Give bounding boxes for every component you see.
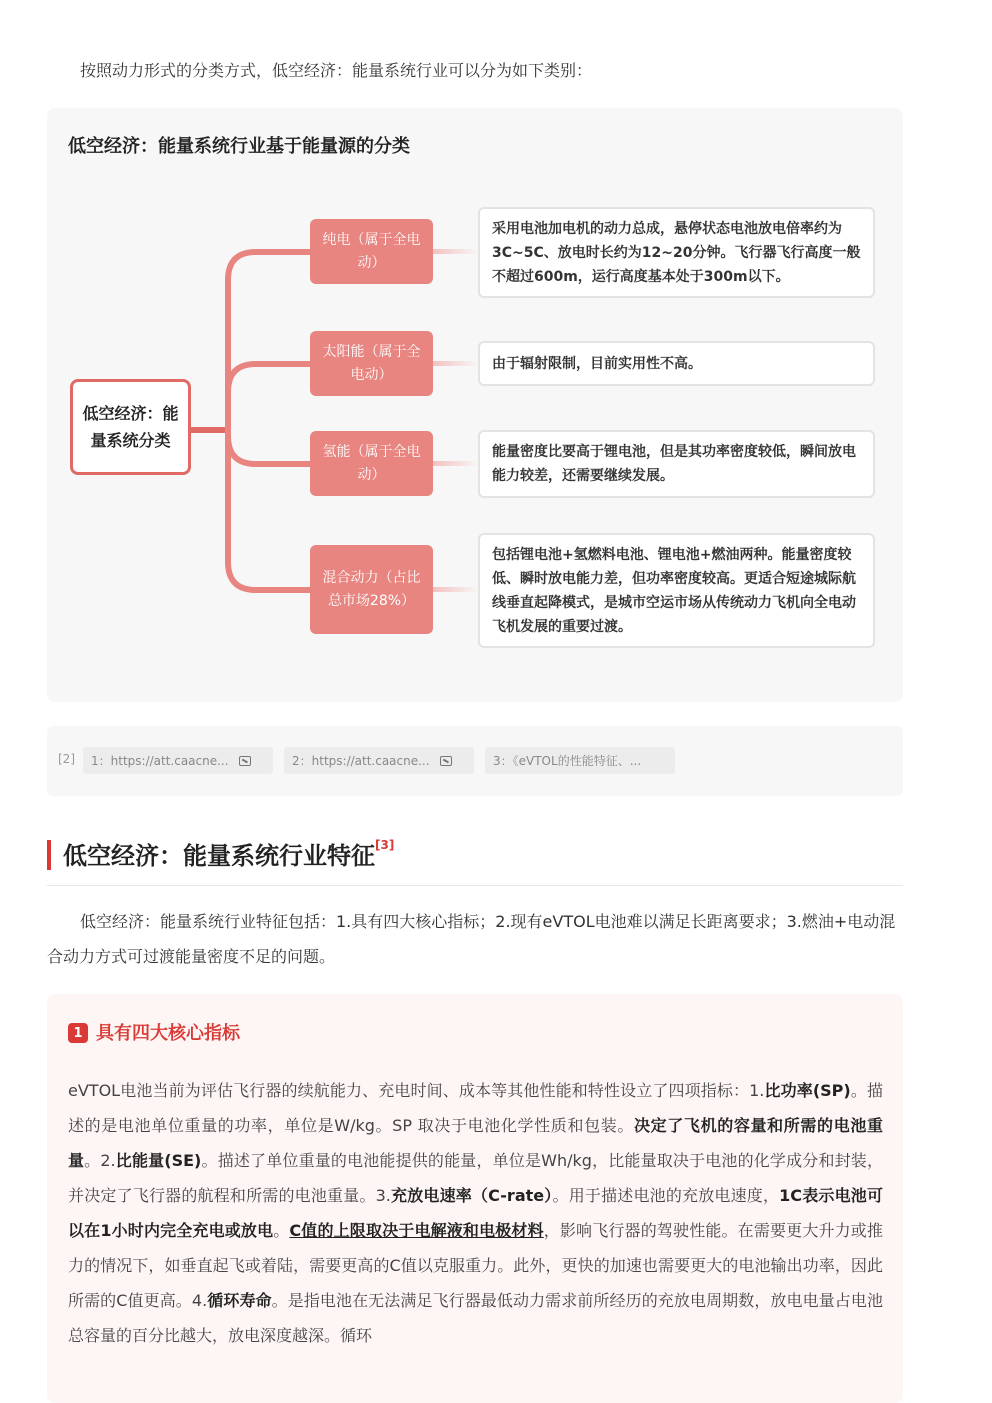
- section-ref-mark[interactable]: [3]: [375, 838, 395, 852]
- summary-paragraph: 低空经济：能量系统行业特征包括：1.具有四大核心指标；2.现有eVTOL电池难以满足长距离要求；3.燃油+电动混合动力方式可过渡能量密度不足的问题。: [47, 912, 896, 966]
- link-leaf-3: [433, 461, 479, 466]
- link-icon: [239, 756, 251, 766]
- link-leaf-2: [433, 361, 479, 366]
- intro-text: 按照动力形式的分类方式，低空经济：能量系统行业可以分为如下类别：: [80, 61, 593, 80]
- reference-chip-2[interactable]: [284, 747, 474, 774]
- leaf-desc-solar: 由于辐射限制，目前实用性不高。: [478, 341, 875, 386]
- mindmap-title: 低空经济：能量系统行业基于能量源的分类: [68, 136, 410, 157]
- section-divider: [47, 885, 903, 886]
- feature-body: eVTOL电池当前为评估飞行器的续航能力、充电时间、成本等其他性能和特性设立了四项指标：1.比功率(SP)。描述的是电池单位重量的功率，单位是W/kg。SP 取决于电池化学性质和包装。决定了飞机的容量和所需的电池重量。2.比能量(SE)。描述了单位重量的电池能提供的能量，单位是Wh/kg，比能量取决于电池的化学成分和封装，并决定了飞行器的航程和所需的电池重量。3.充放电速率（C-rate）。用于描述电池的充放电速度，1C表示电池可以在1小时内完全充电或放电。C值的上限取决于电解液和电极材料，影响飞行器的驾驶性能。在需要更大升力或推力的情况下，如垂直起飞或着陆，需要更高的C值以克服重力。此外，更快的加速也需要更大的电池输出功率，因此所需的C值更高。4.循环寿命。是指电池在无法满足飞行器最低动力需求前所经历的充放电周期数，放电电量占电池总容量的百分比越大，放电深度越深。循环: [68, 1081, 883, 1345]
- connector-branch-3: [228, 430, 310, 464]
- leaf-desc-pure-electric: 采用电池加电机的动力总成，悬停状态电池放电倍率约为3C~5C、放电时长约为12~20分钟。飞行器飞行高度一般不超过600m，运行高度基本处于300m以下。: [478, 207, 875, 298]
- reference-chip-3[interactable]: [485, 747, 675, 774]
- reference-chip-text: 1：https://att.caacne...: [91, 754, 229, 768]
- section-title-text: 低空经济：能量系统行业特征: [63, 842, 375, 870]
- connector-branch-1: [228, 252, 310, 430]
- branch-node-pure-electric: 纯电（属于全电动）: [310, 219, 433, 284]
- section-accent-bar: [47, 840, 51, 870]
- feature-number-badge: 1: [68, 1023, 88, 1043]
- link-icon: [440, 756, 452, 766]
- mindmap-root-node: 低空经济：能量系统分类: [70, 379, 191, 475]
- reference-chip-text: 3：《eVTOL的性能特征、...: [493, 754, 642, 768]
- reference-chip-1[interactable]: [83, 747, 273, 774]
- connector-branch-2: [228, 364, 310, 430]
- feature-title: 具有四大核心指标: [96, 1023, 240, 1044]
- section-title: [63, 836, 394, 871]
- leaf-desc-hydrogen: 能量密度比要高于锂电池，但是其功率密度较低，瞬间放电能力较差，还需要继续发展。: [478, 430, 875, 498]
- link-leaf-1: [433, 249, 479, 254]
- reference-index: [2]: [58, 752, 75, 766]
- branch-node-hydrogen: 氢能（属于全电动）: [310, 431, 433, 496]
- connector-branch-4: [228, 430, 310, 590]
- reference-chip-text: 2：https://att.caacne...: [292, 754, 430, 768]
- branch-node-solar: 太阳能（属于全电动）: [310, 331, 433, 396]
- leaf-desc-hybrid: 包括锂电池+氢燃料电池、锂电池+燃油两种。能量密度较低、瞬时放电能力差，但功率密度较高。更适合短途城际航线垂直起降模式，是城市空运市场从传统动力飞机向全电动飞机发展的重要过渡。: [478, 533, 875, 648]
- link-leaf-4: [433, 587, 479, 592]
- branch-node-hybrid: 混合动力（占比总市场28%）: [310, 545, 433, 634]
